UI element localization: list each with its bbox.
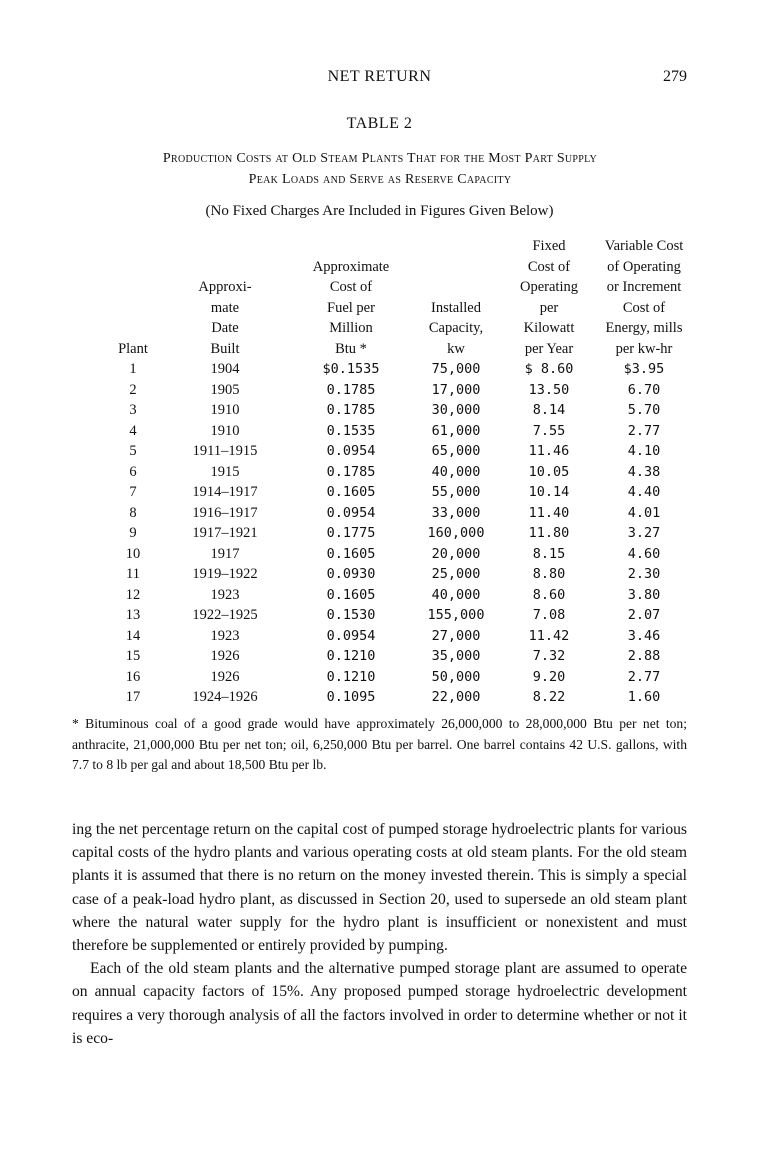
cell-variable-cost: 5.70 <box>627 402 661 418</box>
cell-fixed-cost: 10.14 <box>528 484 570 500</box>
table-row <box>112 359 696 380</box>
column-header-line: Installed <box>431 299 481 316</box>
cell-variable-cost: 4.01 <box>627 504 661 521</box>
table-row <box>112 585 696 606</box>
cell-plant: 16 <box>125 668 141 685</box>
column-header-line: Cost of <box>527 258 571 275</box>
cell-fixed-cost: 8.22 <box>532 689 566 705</box>
cell-capacity: 35,000 <box>431 648 481 664</box>
cell-fixed-cost: 7.55 <box>532 422 566 439</box>
cell-capacity: 155,000 <box>427 607 485 623</box>
column-header-line: Capacity, <box>428 320 484 336</box>
cell-plant: 7 <box>129 484 137 500</box>
column-header-line: Fixed <box>532 238 566 254</box>
cell-fixed-cost: 7.32 <box>532 648 566 664</box>
cell-fuel-cost: 0.0954 <box>326 627 376 644</box>
page-header <box>0 68 759 92</box>
cell-fuel-cost: 0.1210 <box>326 668 376 685</box>
cell-fixed-cost: 7.08 <box>532 607 566 623</box>
cell-plant: 11 <box>126 566 140 582</box>
cell-fixed-cost: 13.50 <box>528 381 570 398</box>
column-header-line: mate <box>210 299 240 316</box>
cell-fuel-cost: 0.1095 <box>326 689 376 705</box>
cell-date-built: 1924–1926 <box>192 689 258 705</box>
cell-variable-cost: 3.27 <box>627 525 661 541</box>
table-title-line: Production Costs at Old Steam Plants That for the Most Part Supply <box>162 151 598 166</box>
cell-capacity: 22,000 <box>431 689 481 705</box>
column-header-fuel-cost <box>296 236 406 359</box>
cell-date-built: 1926 <box>210 648 240 664</box>
cell-fixed-cost: 11.80 <box>528 525 570 541</box>
cell-date-built: 1905 <box>210 381 240 398</box>
column-header-line: Approximate <box>312 258 390 275</box>
column-header-line: Cost of <box>329 279 373 295</box>
cell-fixed-cost: 8.60 <box>532 586 566 603</box>
table-row <box>112 482 696 503</box>
cell-capacity: 20,000 <box>431 545 481 562</box>
cell-fixed-cost: 11.40 <box>528 504 570 521</box>
cell-fixed-cost: 10.05 <box>528 463 570 480</box>
cell-capacity: 50,000 <box>431 668 481 685</box>
table-row <box>112 503 696 524</box>
column-header-line: Kilowatt <box>523 320 575 336</box>
column-header-capacity <box>406 236 506 359</box>
cell-plant: 3 <box>129 402 137 418</box>
cell-fuel-cost: $0.1535 <box>322 361 380 377</box>
column-header-line: Variable Cost <box>604 238 684 254</box>
cell-capacity: 17,000 <box>431 381 481 398</box>
cell-fixed-cost: 11.46 <box>528 443 570 459</box>
cell-variable-cost: 4.40 <box>627 484 661 500</box>
cell-fuel-cost: 0.1605 <box>326 586 376 603</box>
column-header-line: per kw-hr <box>615 340 673 357</box>
table-row <box>112 523 696 544</box>
cell-variable-cost: 2.07 <box>627 607 661 623</box>
cell-date-built: 1917–1921 <box>192 525 258 541</box>
cell-plant: 13 <box>125 607 141 623</box>
table-title <box>74 148 686 190</box>
column-header-line: Approxi- <box>198 279 252 295</box>
cell-date-built: 1917 <box>210 545 240 562</box>
column-header-line: per <box>539 299 559 316</box>
cell-fuel-cost: 0.0954 <box>326 443 376 459</box>
column-header-plant <box>112 236 154 359</box>
cell-fuel-cost: 0.0930 <box>326 566 376 582</box>
column-header-line: Cost of <box>622 299 666 316</box>
cell-variable-cost: 2.30 <box>627 566 661 582</box>
cell-variable-cost: $3.95 <box>623 361 665 377</box>
cell-date-built: 1922–1925 <box>192 607 258 623</box>
cell-date-built: 1911–1915 <box>192 443 258 459</box>
column-header-line: Operating <box>520 279 578 295</box>
cell-fixed-cost: $ 8.60 <box>524 361 574 377</box>
cell-plant: 2 <box>129 381 137 398</box>
table-row <box>112 421 696 442</box>
table-row <box>112 380 696 401</box>
column-header-line: Btu * <box>335 340 367 357</box>
cell-plant: 5 <box>129 443 137 459</box>
cell-variable-cost: 2.77 <box>627 668 661 685</box>
column-header-variable-cost <box>592 236 696 359</box>
cell-variable-cost: 2.77 <box>627 422 661 439</box>
table-row <box>112 687 696 708</box>
table-row <box>112 564 696 585</box>
cell-date-built: 1914–1917 <box>192 484 258 500</box>
column-header-line: Built <box>210 340 240 357</box>
cell-capacity: 40,000 <box>431 463 481 480</box>
table-row <box>112 462 696 483</box>
cell-date-built: 1926 <box>210 668 240 685</box>
table-footnote: * Bituminous coal of a good grade would have approximately 26,000,000 to 28,000,000 Btu per net ton; anthracite, 21,000,000 Btu per net ton; oil, 6,250,000 Btu per barrel. One barrel contains 42 U.S. gallons, with 7.7 to 8 lb per gal and about 18,500 Btu per lb. <box>72 716 687 772</box>
page-number: 279 <box>663 68 687 85</box>
table-row <box>112 646 696 667</box>
cell-variable-cost: 4.38 <box>627 463 661 480</box>
column-header-fixed-cost <box>506 236 592 359</box>
running-title: NET RETURN <box>327 68 432 85</box>
cell-capacity: 25,000 <box>431 566 481 582</box>
table-label: TABLE 2 <box>346 115 413 132</box>
cell-plant: 14 <box>125 627 141 644</box>
cell-date-built: 1915 <box>210 463 240 480</box>
cell-variable-cost: 1.60 <box>627 689 661 705</box>
cell-plant: 1 <box>129 361 137 377</box>
cell-capacity: 65,000 <box>431 443 481 459</box>
cell-date-built: 1923 <box>210 627 240 644</box>
cell-capacity: 33,000 <box>431 504 481 521</box>
cell-capacity: 40,000 <box>431 586 481 603</box>
column-header-line: Million <box>329 320 373 336</box>
cell-variable-cost: 4.10 <box>627 443 661 459</box>
table-title-line: Peak Loads and Serve as Reserve Capacity <box>248 172 512 187</box>
cell-plant: 10 <box>125 545 141 562</box>
cell-capacity: 27,000 <box>431 627 481 644</box>
table-row <box>112 626 696 647</box>
cell-fixed-cost: 8.15 <box>532 545 566 562</box>
paragraph: ing the net percentage return on the capital cost of pumped storage hydroelectric plants for various capital costs of the hydro plants and various operating costs at old steam plants. For the old steam plants it is assumed that there is no return on the money invested therein. This is simply a special case of a peak-load hydro plant, as discussed in Section 20, used to supersede an old steam plant where the natural water supply for the hydro plant is insufficient or nonexistent and must therefore be supplemented or entirely provided by pumping. <box>72 821 687 955</box>
cell-plant: 9 <box>129 525 137 541</box>
cell-date-built: 1910 <box>210 402 240 418</box>
cell-fuel-cost: 0.1535 <box>326 422 376 439</box>
cell-fuel-cost: 0.1605 <box>326 545 376 562</box>
cell-fuel-cost: 0.1210 <box>326 648 376 664</box>
cell-fuel-cost: 0.1785 <box>326 402 376 418</box>
cell-date-built: 1910 <box>210 422 240 439</box>
column-header-line: Energy, mills <box>605 320 683 336</box>
column-header-line: or Increment <box>606 279 682 295</box>
cell-plant: 4 <box>129 422 137 439</box>
cell-fuel-cost: 0.1785 <box>326 463 376 480</box>
cell-plant: 6 <box>129 463 137 480</box>
table-row <box>112 605 696 626</box>
table-row <box>112 667 696 688</box>
column-header-line: Fuel per <box>327 299 375 316</box>
column-header-date-built <box>154 236 296 359</box>
cell-plant: 15 <box>125 648 141 664</box>
cell-fixed-cost: 8.80 <box>532 566 566 582</box>
cell-date-built: 1919–1922 <box>192 566 258 582</box>
cell-variable-cost: 6.70 <box>627 381 661 398</box>
cell-variable-cost: 3.46 <box>627 627 661 644</box>
body-text <box>72 818 687 1050</box>
column-header-line: Plant <box>118 340 148 357</box>
cell-capacity: 160,000 <box>427 525 485 541</box>
table-row <box>112 441 696 462</box>
cell-fixed-cost: 11.42 <box>528 627 570 644</box>
table-header-row <box>112 236 696 359</box>
cell-date-built: 1916–1917 <box>192 504 258 521</box>
cell-capacity: 61,000 <box>431 422 481 439</box>
table-body <box>112 359 696 708</box>
cell-fuel-cost: 0.1785 <box>326 381 376 398</box>
cell-capacity: 75,000 <box>431 361 481 377</box>
production-costs-table <box>112 236 696 708</box>
cell-plant: 8 <box>129 504 137 521</box>
cell-fixed-cost: 8.14 <box>532 402 566 418</box>
cell-fuel-cost: 0.1530 <box>326 607 376 623</box>
table-row <box>112 400 696 421</box>
cell-variable-cost: 4.60 <box>627 545 661 562</box>
cell-fixed-cost: 9.20 <box>532 668 566 685</box>
cell-date-built: 1904 <box>210 361 240 377</box>
cell-fuel-cost: 0.1605 <box>326 484 376 500</box>
cell-variable-cost: 2.88 <box>627 648 661 664</box>
cell-fuel-cost: 0.1775 <box>326 525 376 541</box>
cell-plant: 17 <box>125 689 141 705</box>
column-header-line: per Year <box>524 340 574 357</box>
column-header-line: Date <box>211 320 239 336</box>
cell-capacity: 30,000 <box>431 402 481 418</box>
column-header-line: of Operating <box>607 258 681 275</box>
table-row <box>112 544 696 565</box>
cell-plant: 12 <box>125 586 141 603</box>
paragraph: Each of the old steam plants and the alternative pumped storage plant are assumed to operate on annual capacity factors of 15%. Any proposed pumped storage hydroelectric development requires a very thorough analysis of all the factors involved in order to determine whether or not it is eco- <box>72 960 687 1047</box>
column-header-line: kw <box>447 340 465 357</box>
table-note: (No Fixed Charges Are Included in Figures Given Below) <box>205 203 554 219</box>
cell-fuel-cost: 0.0954 <box>326 504 376 521</box>
cell-variable-cost: 3.80 <box>627 586 661 603</box>
cell-date-built: 1923 <box>210 586 240 603</box>
cell-capacity: 55,000 <box>431 484 481 500</box>
